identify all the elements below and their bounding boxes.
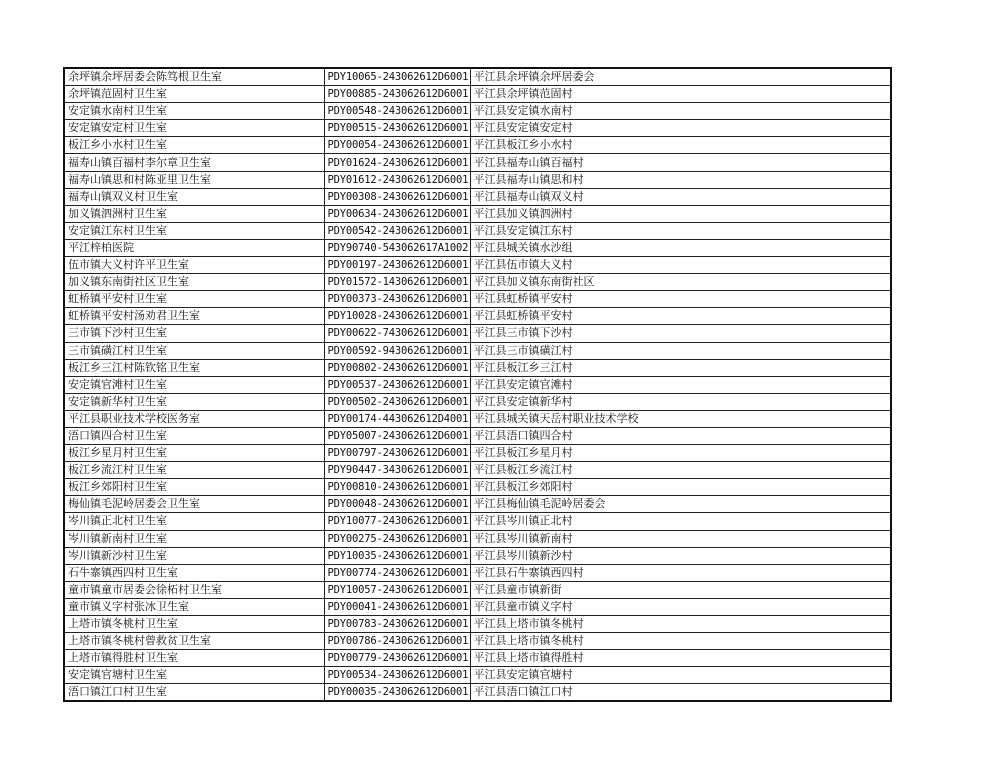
table-row (64, 205, 891, 222)
license-code-cell: PDY00548-243062612D6001 (324, 103, 470, 120)
clinic-name-cell: 浯口镇江口村卫生室 (64, 684, 324, 702)
clinic-name-cell: 板江乡三江村陈钦铭卫生室 (64, 359, 324, 376)
clinic-name-cell: 岑川镇新沙村卫生室 (64, 547, 324, 564)
license-code-cell: PDY00786-243062612D6001 (324, 633, 470, 650)
table-row (64, 393, 891, 410)
license-code-cell: PDY90740-543062617A1002 (324, 239, 470, 256)
license-code-cell: PDY00797-243062612D6001 (324, 445, 470, 462)
license-code-cell: PDY00774-243062612D6001 (324, 564, 470, 581)
table-row (64, 581, 891, 598)
license-code-cell: PDY00592-943062612D6001 (324, 342, 470, 359)
address-cell: 平江县岑川镇正北村 (470, 513, 891, 530)
clinic-name-cell: 伍市镇大义村许平卫生室 (64, 257, 324, 274)
clinic-name-cell: 上塔市镇冬桃村曾救贫卫生室 (64, 633, 324, 650)
address-cell: 平江县虹桥镇平安村 (470, 291, 891, 308)
address-cell: 平江县浯口镇江口村 (470, 684, 891, 702)
table-row (64, 376, 891, 393)
clinic-name-cell: 板江乡郊阳村卫生室 (64, 479, 324, 496)
license-code-cell: PDY10028-243062612D6001 (324, 308, 470, 325)
table-row (64, 616, 891, 633)
table-row (64, 359, 891, 376)
address-cell: 平江县安定镇官滩村 (470, 376, 891, 393)
license-code-cell: PDY00534-243062612D6001 (324, 667, 470, 684)
table-row (64, 513, 891, 530)
license-code-cell: PDY05007-243062612D6001 (324, 427, 470, 444)
clinic-name-cell: 安定镇水南村卫生室 (64, 103, 324, 120)
table-row (64, 120, 891, 137)
table-row (64, 462, 891, 479)
license-code-cell: PDY01624-243062612D6001 (324, 154, 470, 171)
address-cell: 平江县石牛寨镇西四村 (470, 564, 891, 581)
clinic-name-cell: 岑川镇新南村卫生室 (64, 530, 324, 547)
table-row (64, 257, 891, 274)
address-cell: 平江县浯口镇四合村 (470, 427, 891, 444)
clinic-name-cell: 余坪镇余坪居委会陈笃根卫生室 (64, 68, 324, 86)
clinic-name-cell: 梅仙镇毛泥岭居委会卫生室 (64, 496, 324, 513)
address-cell: 平江县安定镇官塘村 (470, 667, 891, 684)
table-row (64, 427, 891, 444)
table-row (64, 154, 891, 171)
license-code-cell: PDY00373-243062612D6001 (324, 291, 470, 308)
table-row (64, 598, 891, 615)
license-code-cell: PDY00537-243062612D6001 (324, 376, 470, 393)
table-row (64, 171, 891, 188)
clinic-name-cell: 福寿山镇百福村李尔章卫生室 (64, 154, 324, 171)
clinic-name-cell: 安定镇新华村卫生室 (64, 393, 324, 410)
table-row (64, 222, 891, 239)
address-cell: 平江县童市镇新街 (470, 581, 891, 598)
clinic-name-cell: 加义镇泗洲村卫生室 (64, 205, 324, 222)
address-cell: 平江县虹桥镇平安村 (470, 308, 891, 325)
address-cell: 平江县板江乡流江村 (470, 462, 891, 479)
table-row (64, 239, 891, 256)
table-row (64, 137, 891, 154)
table-row (64, 325, 891, 342)
clinic-name-cell: 童市镇童市居委会徐柘村卫生室 (64, 581, 324, 598)
table-row (64, 667, 891, 684)
table-row (64, 633, 891, 650)
table-row (64, 496, 891, 513)
clinic-name-cell: 石牛寨镇西四村卫生室 (64, 564, 324, 581)
license-code-cell: PDY00054-243062612D6001 (324, 137, 470, 154)
clinic-name-cell: 福寿山镇双义村卫生室 (64, 188, 324, 205)
clinic-name-cell: 虹桥镇平安村卫生室 (64, 291, 324, 308)
table-row (64, 291, 891, 308)
table-row (64, 684, 891, 702)
license-code-cell: PDY00542-243062612D6001 (324, 222, 470, 239)
clinic-name-cell: 岑川镇正北村卫生室 (64, 513, 324, 530)
address-cell: 平江县上塔市镇冬桃村 (470, 633, 891, 650)
clinic-name-cell: 虹桥镇平安村汤劝君卫生室 (64, 308, 324, 325)
license-code-cell: PDY10077-243062612D6001 (324, 513, 470, 530)
clinic-name-cell: 三市镇磺江村卫生室 (64, 342, 324, 359)
address-cell: 平江县伍市镇大义村 (470, 257, 891, 274)
license-code-cell: PDY00802-243062612D6001 (324, 359, 470, 376)
address-cell: 平江县板江乡郊阳村 (470, 479, 891, 496)
address-cell: 平江县余坪镇范固村 (470, 86, 891, 103)
license-code-cell: PDY00515-243062612D6001 (324, 120, 470, 137)
table-row (64, 479, 891, 496)
clinic-name-cell: 板江乡星月村卫生室 (64, 445, 324, 462)
table-row (64, 410, 891, 427)
license-code-cell: PDY00174-443062612D4001 (324, 410, 470, 427)
clinic-name-cell: 平江梓柏医院 (64, 239, 324, 256)
address-cell: 平江县余坪镇余坪居委会 (470, 68, 891, 86)
table-row (64, 308, 891, 325)
address-cell: 平江县城关镇天岳村职业技术学校 (470, 410, 891, 427)
clinic-name-cell: 童市镇义字村张冰卫生室 (64, 598, 324, 615)
address-cell: 平江县童市镇义字村 (470, 598, 891, 615)
license-code-cell: PDY00810-243062612D6001 (324, 479, 470, 496)
license-code-cell: PDY00622-743062612D6001 (324, 325, 470, 342)
table-body (64, 68, 891, 701)
clinic-registry-table (63, 67, 892, 702)
clinic-name-cell: 浯口镇四合村卫生室 (64, 427, 324, 444)
address-cell: 平江县板江乡三江村 (470, 359, 891, 376)
license-code-cell: PDY10035-243062612D6001 (324, 547, 470, 564)
clinic-name-cell: 余坪镇范固村卫生室 (64, 86, 324, 103)
license-code-cell: PDY10065-243062612D6001 (324, 68, 470, 86)
address-cell: 平江县加义镇泗洲村 (470, 205, 891, 222)
license-code-cell: PDY00783-243062612D6001 (324, 616, 470, 633)
address-cell: 平江县岑川镇新沙村 (470, 547, 891, 564)
address-cell: 平江县安定镇江东村 (470, 222, 891, 239)
table-row (64, 547, 891, 564)
address-cell: 平江县三市镇下沙村 (470, 325, 891, 342)
table-row (64, 68, 891, 86)
license-code-cell: PDY00308-243062612D6001 (324, 188, 470, 205)
clinic-name-cell: 福寿山镇思和村陈亚里卫生室 (64, 171, 324, 188)
license-code-cell: PDY00048-243062612D6001 (324, 496, 470, 513)
clinic-name-cell: 板江乡小水村卫生室 (64, 137, 324, 154)
license-code-cell: PDY00275-243062612D6001 (324, 530, 470, 547)
license-code-cell: PDY01612-243062612D6001 (324, 171, 470, 188)
table-row (64, 86, 891, 103)
clinic-name-cell: 上塔市镇得胜村卫生室 (64, 650, 324, 667)
table-row (64, 342, 891, 359)
address-cell: 平江县福寿山镇思和村 (470, 171, 891, 188)
address-cell: 平江县安定镇新华村 (470, 393, 891, 410)
address-cell: 平江县上塔市镇得胜村 (470, 650, 891, 667)
clinic-name-cell: 三市镇下沙村卫生室 (64, 325, 324, 342)
clinic-name-cell: 板江乡流江村卫生室 (64, 462, 324, 479)
address-cell: 平江县安定镇安定村 (470, 120, 891, 137)
clinic-name-cell: 上塔市镇冬桃村卫生室 (64, 616, 324, 633)
clinic-name-cell: 安定镇安定村卫生室 (64, 120, 324, 137)
address-cell: 平江县板江乡小水村 (470, 137, 891, 154)
license-code-cell: PDY00035-243062612D6001 (324, 684, 470, 702)
license-code-cell: PDY00634-243062612D6001 (324, 205, 470, 222)
table-row (64, 530, 891, 547)
table-row (64, 103, 891, 120)
license-code-cell: PDY00041-243062612D6001 (324, 598, 470, 615)
address-cell: 平江县板江乡星月村 (470, 445, 891, 462)
table-row (64, 188, 891, 205)
clinic-name-cell: 安定镇官塘村卫生室 (64, 667, 324, 684)
license-code-cell: PDY00885-243062612D6001 (324, 86, 470, 103)
license-code-cell: PDY00502-243062612D6001 (324, 393, 470, 410)
clinic-name-cell: 安定镇官滩村卫生室 (64, 376, 324, 393)
license-code-cell: PDY10057-243062612D6001 (324, 581, 470, 598)
address-cell: 平江县梅仙镇毛泥岭居委会 (470, 496, 891, 513)
license-code-cell: PDY00197-243062612D6001 (324, 257, 470, 274)
address-cell: 平江县上塔市镇冬桃村 (470, 616, 891, 633)
table-row (64, 445, 891, 462)
address-cell: 平江县福寿山镇双义村 (470, 188, 891, 205)
address-cell: 平江县安定镇水南村 (470, 103, 891, 120)
address-cell: 平江县岑川镇新南村 (470, 530, 891, 547)
address-cell: 平江县城关镇水沙组 (470, 239, 891, 256)
clinic-name-cell: 安定镇江东村卫生室 (64, 222, 324, 239)
clinic-name-cell: 加义镇东南街社区卫生室 (64, 274, 324, 291)
table-row (64, 650, 891, 667)
license-code-cell: PDY90447-343062612D6001 (324, 462, 470, 479)
address-cell: 平江县加义镇东南街社区 (470, 274, 891, 291)
clinic-name-cell: 平江县职业技术学校医务室 (64, 410, 324, 427)
license-code-cell: PDY00779-243062612D6001 (324, 650, 470, 667)
table-row (64, 274, 891, 291)
address-cell: 平江县三市镇磺江村 (470, 342, 891, 359)
address-cell: 平江县福寿山镇百福村 (470, 154, 891, 171)
license-code-cell: PDY01572-143062612D6001 (324, 274, 470, 291)
table-row (64, 564, 891, 581)
